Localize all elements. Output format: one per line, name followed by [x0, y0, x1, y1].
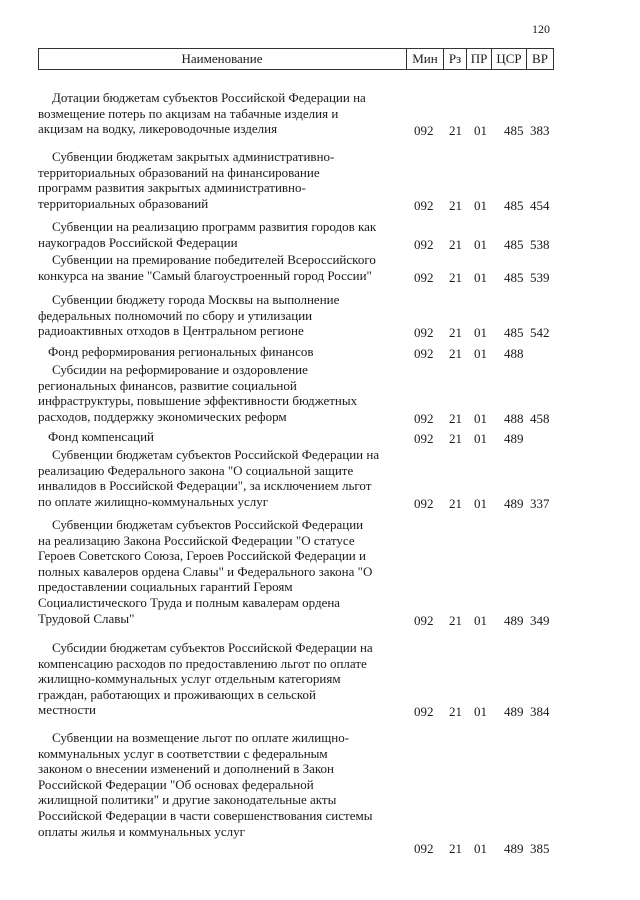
- row-min: 092: [414, 269, 434, 285]
- page-number: 120: [532, 22, 550, 36]
- row-pr: 01: [474, 704, 487, 720]
- row-csr: 485: [504, 269, 524, 285]
- row-name: [38, 344, 408, 360]
- row-rz: 21: [449, 346, 462, 361]
- row-min: 092: [414, 841, 434, 857]
- row-name-line: Российской Федерации "Об основах федеральной: [38, 776, 314, 792]
- row-name-line: инвалидов в Российской Федерации", за исключением льгот: [38, 478, 372, 494]
- row-vr: 385: [530, 841, 550, 857]
- row-name-line: Субвенции бюджетам субъектов Российской Федерации: [52, 517, 364, 532]
- row-name-line: территориальных образований: [38, 195, 209, 211]
- row-csr: 489: [504, 495, 524, 511]
- row-name-line: Дотации бюджетам субъектов Российской Федерации на: [52, 90, 366, 105]
- header-name: Наименование: [181, 51, 263, 66]
- row-codes: [414, 270, 554, 286]
- row-name-line: Трудовой Славы": [38, 610, 135, 626]
- row-name: [38, 90, 408, 137]
- header-pr: ПР: [470, 51, 488, 66]
- row-min: 092: [414, 236, 434, 252]
- row-name-line: территориальных образований на финансирование: [38, 164, 320, 180]
- row-vr: 538: [530, 236, 550, 252]
- row-name-line: расходов, поддержку экономических реформ: [38, 408, 287, 424]
- row-codes: [414, 431, 554, 447]
- row-name-line: на реализацию Закона Российской Федерации "О статусе: [38, 532, 355, 548]
- row-name-line: инфраструктуры, повышение эффективности бюджетных: [38, 393, 358, 409]
- row-name-line: Субвенции на возмещение льгот по оплате жилищно-: [52, 730, 350, 745]
- row-name-line: оплаты жилья и коммунальных услуг: [38, 823, 245, 839]
- row-min: 092: [414, 495, 434, 511]
- row-name-line: граждан, работающих и проживающих в сельской: [38, 686, 317, 702]
- row-name-line: реализацию Федерального закона "О социальной защите: [38, 462, 354, 478]
- row-name-line: конкурса на звание "Самый благоустроенный город России": [38, 267, 372, 283]
- row-csr: 488: [504, 410, 524, 426]
- row-rz: 21: [449, 123, 462, 139]
- row-min: 092: [414, 197, 434, 213]
- row-csr: 488: [504, 346, 524, 361]
- row-vr: 458: [530, 410, 550, 426]
- row-name-line: полных кавалеров ордена Славы" и Федерального закона "О: [38, 563, 373, 579]
- row-name-line: Фонд компенсаций: [48, 429, 154, 444]
- row-rz: 21: [449, 495, 462, 511]
- row-pr: 01: [474, 269, 487, 285]
- row-pr: 01: [474, 236, 487, 252]
- row-vr: 542: [530, 325, 550, 341]
- row-csr: 485: [504, 325, 524, 341]
- row-name-line: Субвенции бюджетам закрытых административно-: [52, 149, 335, 164]
- row-vr: 349: [530, 612, 550, 628]
- row-name: [38, 362, 408, 424]
- row-min: 092: [414, 346, 434, 361]
- row-name-line: возмещение потерь по акцизам на табачные изделия и: [38, 105, 339, 121]
- row-codes: [414, 411, 554, 427]
- row-codes: [414, 704, 554, 720]
- row-rz: 21: [449, 612, 462, 628]
- row-name-line: коммунальных услуг в соответствии с федеральным: [38, 745, 328, 761]
- row-name-line: наукоградов Российской Федерации: [38, 234, 238, 250]
- row-vr: 384: [530, 704, 550, 720]
- row-csr: 485: [504, 236, 524, 252]
- row-codes: [414, 613, 554, 629]
- table-header: [38, 48, 554, 70]
- row-name: [38, 730, 408, 839]
- row-name: [38, 252, 408, 283]
- row-rz: 21: [449, 236, 462, 252]
- row-min: 092: [414, 431, 434, 446]
- row-rz: 21: [449, 197, 462, 213]
- row-csr: 489: [504, 841, 524, 857]
- row-codes: [414, 496, 554, 512]
- row-min: 092: [414, 410, 434, 426]
- header-csr: ЦСР: [496, 51, 522, 66]
- row-csr: 489: [504, 704, 524, 720]
- row-pr: 01: [474, 841, 487, 857]
- row-codes: [414, 841, 554, 857]
- row-name-line: Фонд реформирования региональных финансов: [48, 344, 314, 359]
- row-name: [38, 219, 408, 250]
- row-vr: 383: [530, 123, 550, 139]
- row-name-line: предоставлении социальных гарантий Героям: [38, 579, 293, 595]
- row-rz: 21: [449, 431, 462, 446]
- row-csr: 489: [504, 612, 524, 628]
- row-name: [38, 429, 408, 445]
- row-pr: 01: [474, 431, 487, 446]
- row-pr: 01: [474, 495, 487, 511]
- row-name-line: радиоактивных отходов в Центральном регионе: [38, 323, 304, 339]
- header-vr: ВР: [532, 51, 548, 66]
- row-csr: 485: [504, 123, 524, 139]
- row-name-line: по оплате жилищно-коммунальных услуг: [38, 493, 269, 509]
- row-name: [38, 149, 408, 211]
- row-min: 092: [414, 123, 434, 139]
- row-pr: 01: [474, 612, 487, 628]
- row-name: [38, 517, 408, 626]
- row-name-line: Субвенции на премирование победителей Всероссийского: [52, 252, 376, 267]
- row-name-line: Российской Федерации в части совершенствования системы: [38, 807, 373, 823]
- row-min: 092: [414, 325, 434, 341]
- row-name-line: законом о внесении изменений и дополнений в Закон: [38, 761, 334, 777]
- row-codes: [414, 237, 554, 253]
- row-name-line: Социалистического Труда и полным кавалерам ордена: [38, 594, 341, 610]
- row-rz: 21: [449, 325, 462, 341]
- row-name-line: Субвенции бюджету города Москвы на выполнение: [52, 292, 340, 307]
- row-name-line: компенсацию расходов по предоставлению льгот по оплате: [38, 655, 367, 671]
- header-rz: Рз: [448, 51, 462, 66]
- row-name: [38, 447, 408, 509]
- row-codes: [414, 123, 554, 139]
- row-name-line: программ развития закрытых административно-: [38, 180, 306, 196]
- row-name-line: Героев Советского Союза, Героев Российской Федерации и: [38, 548, 366, 564]
- row-codes: [414, 346, 554, 362]
- row-name-line: Субсидии бюджетам субъектов Российской Федерации на: [52, 640, 373, 655]
- row-rz: 21: [449, 269, 462, 285]
- row-pr: 01: [474, 325, 487, 341]
- row-csr: 489: [504, 431, 524, 446]
- row-name-line: Субсидии на реформирование и оздоровление: [52, 362, 308, 377]
- row-name-line: местности: [38, 702, 96, 718]
- row-pr: 01: [474, 346, 487, 361]
- row-codes: [414, 325, 554, 341]
- row-vr: 454: [530, 197, 550, 213]
- row-pr: 01: [474, 123, 487, 139]
- row-name: [38, 292, 408, 339]
- row-name-line: жилищной политики" и другие законодательные акты: [38, 792, 337, 808]
- row-vr: 539: [530, 269, 550, 285]
- row-rz: 21: [449, 841, 462, 857]
- row-name-line: Субвенции бюджетам субъектов Российской Федерации на: [52, 447, 380, 462]
- row-name: [38, 640, 408, 718]
- row-csr: 485: [504, 197, 524, 213]
- row-rz: 21: [449, 704, 462, 720]
- row-rz: 21: [449, 410, 462, 426]
- row-name-line: Субвенции на реализацию программ развития городов как: [52, 219, 377, 234]
- row-min: 092: [414, 612, 434, 628]
- row-name-line: федеральных полномочий по сбору и утилизации: [38, 307, 313, 323]
- row-codes: [414, 198, 554, 214]
- row-name-line: жилищно-коммунальных услуг отдельным категориям: [38, 671, 341, 687]
- row-pr: 01: [474, 197, 487, 213]
- row-min: 092: [414, 704, 434, 720]
- row-pr: 01: [474, 410, 487, 426]
- row-vr: 337: [530, 495, 550, 511]
- row-name-line: региональных финансов, развитие социальной: [38, 377, 297, 393]
- header-min: Мин: [412, 51, 438, 66]
- row-name-line: акцизам на водку, ликероводочные изделия: [38, 121, 278, 137]
